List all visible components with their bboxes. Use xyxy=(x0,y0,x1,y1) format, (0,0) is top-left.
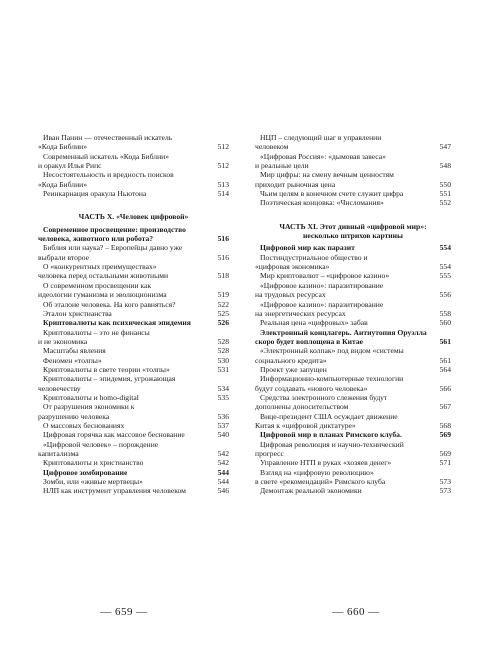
toc-entry-text: прогресс xyxy=(255,449,284,458)
toc-entry-line xyxy=(38,393,229,402)
left-toc xyxy=(38,133,229,496)
toc-entry-text: в свете «рекомендаций» Римского клуба xyxy=(255,477,386,487)
toc-page-number: 551 xyxy=(439,189,451,199)
toc-page-number: 547 xyxy=(439,142,451,152)
toc-entry-text: Реальная цена «цифровых» забав xyxy=(260,318,368,328)
toc-page-number: 537 xyxy=(217,420,229,430)
toc-page-number: 546 xyxy=(217,486,229,496)
toc-page-number: 512 xyxy=(217,142,229,152)
toc-entry-text: Феномен «толпы» xyxy=(43,355,102,365)
toc-entry-line xyxy=(38,449,229,458)
left-toc-top-entries xyxy=(38,133,229,198)
left-toc-entries xyxy=(38,225,229,496)
chapter-xi-title-text: ЧАСТЬ XI. Этот дивный «цифровой мир»: несколько штрихов картины xyxy=(279,221,427,241)
toc-entry xyxy=(38,346,229,355)
toc-entry-line xyxy=(255,189,451,198)
toc-entry xyxy=(255,271,451,280)
toc-entry-text: Китая к «цифровой диктатуре» xyxy=(255,420,356,430)
toc-entry-line xyxy=(255,449,451,458)
toc-entry xyxy=(255,365,451,374)
toc-entry-line xyxy=(255,374,451,383)
right-toc-top-entries xyxy=(255,133,451,208)
toc-page-number: 518 xyxy=(217,271,229,281)
toc-entry-line xyxy=(255,412,451,421)
toc-entry-line xyxy=(255,180,451,189)
toc-entry-line xyxy=(255,253,451,262)
toc-entry-text: человека, животного или робота? xyxy=(38,234,154,244)
toc-entry-line xyxy=(38,458,229,467)
toc-page-number: 564 xyxy=(439,364,451,374)
toc-entry-line xyxy=(38,225,229,234)
toc-entry-text: Иван Панин — отечественный искатель xyxy=(43,133,173,142)
toc-entry-text: социального кредита» xyxy=(255,355,327,365)
toc-entry-text: на трудовых ресурсах xyxy=(255,290,326,300)
toc-entry-text: Чьим целям в конечном счете служит цифра xyxy=(260,189,404,199)
toc-entry-line xyxy=(38,384,229,393)
toc-entry xyxy=(38,152,229,171)
page-number-right: — 660 — xyxy=(332,606,380,618)
toc-page-number: 534 xyxy=(217,383,229,393)
toc-entry-line xyxy=(38,440,229,449)
chapter-x-title: ЧАСТЬ X. «Человек цифровой» xyxy=(78,212,189,222)
toc-entry-line xyxy=(255,337,451,346)
toc-entry xyxy=(255,346,451,365)
toc-page-number: 555 xyxy=(439,271,451,281)
toc-entry xyxy=(38,262,229,281)
toc-entry xyxy=(38,133,229,152)
toc-entry xyxy=(38,281,229,300)
toc-entry-text: Электронный концлагерь. Антиутопия Оруэлла xyxy=(260,327,427,337)
toc-entry xyxy=(38,318,229,327)
toc-page-number: 542 xyxy=(217,458,229,468)
toc-entry xyxy=(38,477,229,486)
toc-entry-line xyxy=(255,152,451,161)
toc-entry-text: Цифровой мир в планах Римского клуба. xyxy=(260,430,402,440)
toc-entry-text: приходит рыночная цена xyxy=(255,179,336,189)
toc-entry-line xyxy=(38,262,229,271)
toc-entry-text: Реинкарнация оракула Ньютона xyxy=(43,189,147,199)
toc-entry xyxy=(38,300,229,309)
toc-page-number: 552 xyxy=(439,198,451,208)
toc-entry-text: человека перед остальными животными xyxy=(38,271,169,281)
toc-entry-text: Современный искатель «Кода Библии» xyxy=(43,151,170,161)
toc-entry-line xyxy=(255,346,451,355)
toc-entry xyxy=(38,468,229,477)
toc-entry-text: Цифровая революция и научно-технический xyxy=(260,439,404,449)
toc-entry xyxy=(255,152,451,171)
toc-entry-text: Криптовалюты и христианство xyxy=(43,458,144,468)
toc-page-number: 569 xyxy=(439,430,451,440)
toc-entry-line xyxy=(38,402,229,411)
toc-entry-line xyxy=(255,440,451,449)
toc-entry-text: Цифровой мир как паразит xyxy=(260,243,355,253)
toc-page-number: 554 xyxy=(439,262,451,272)
toc-page-number: 544 xyxy=(217,467,229,477)
toc-entry xyxy=(38,309,229,318)
toc-entry-line xyxy=(255,243,451,252)
toc-entry xyxy=(255,458,451,467)
toc-entry-line xyxy=(255,198,451,207)
toc-entry xyxy=(255,440,451,459)
toc-entry-line xyxy=(38,142,229,151)
toc-entry-line xyxy=(255,318,451,327)
toc-entry-line xyxy=(38,337,229,346)
toc-entry-text: Средства электронного слежения будут xyxy=(260,392,388,402)
toc-entry-text: НЦП – следующий шаг в управлении xyxy=(260,133,382,142)
right-page xyxy=(240,0,480,650)
toc-entry xyxy=(38,328,229,347)
toc-entry-line xyxy=(38,300,229,309)
toc-entry-text: «цифровая экономика» xyxy=(255,262,330,272)
toc-page-number: 519 xyxy=(217,290,229,300)
toc-entry xyxy=(38,421,229,430)
toc-entry xyxy=(38,374,229,393)
toc-entry-text: разрушению человека xyxy=(38,411,110,421)
toc-entry-text: на энергетических ресурсах xyxy=(255,308,346,318)
toc-entry-line xyxy=(38,346,229,355)
toc-entry xyxy=(38,486,229,495)
toc-entry xyxy=(255,198,451,207)
toc-entry-text: дополнены доносительством xyxy=(255,402,349,412)
toc-entry-line xyxy=(38,309,229,318)
toc-entry-text: От разрушения экономики к xyxy=(43,402,135,412)
toc-entry-line xyxy=(38,243,229,252)
toc-entry xyxy=(38,356,229,365)
toc-entry xyxy=(255,318,451,327)
toc-entry-text: Об эталоне человека. На кого равняться? xyxy=(43,299,176,309)
toc-entry-line xyxy=(38,133,229,142)
toc-entry-line xyxy=(38,161,229,170)
toc-entry-text: Библия или наука? – Европейцы давно уже xyxy=(43,243,183,253)
toc-page-number: 573 xyxy=(439,486,451,496)
toc-page-number: 516 xyxy=(217,252,229,262)
toc-entry xyxy=(255,486,451,495)
toc-page-number: 554 xyxy=(439,243,451,253)
toc-entry-text: Криптовалюты – это не финансы xyxy=(43,327,150,337)
toc-entry-line xyxy=(255,142,451,151)
toc-entry-line xyxy=(38,152,229,161)
toc-entry-line xyxy=(38,328,229,337)
toc-entry xyxy=(255,393,451,412)
toc-entry-text: «Электронный колпак» под видом «системы xyxy=(260,346,404,356)
toc-entry-line xyxy=(255,486,451,495)
toc-entry-line xyxy=(38,468,229,477)
toc-entry xyxy=(38,365,229,374)
toc-entry-text: О современном просвещении как xyxy=(43,280,152,290)
toc-entry-text: Криптовалюты – эпидемия, угрожающая xyxy=(43,374,176,384)
toc-entry-line xyxy=(38,180,229,189)
toc-entry xyxy=(38,458,229,467)
toc-entry-line xyxy=(255,290,451,299)
toc-entry-line xyxy=(38,412,229,421)
right-toc xyxy=(255,133,451,496)
toc-page-number: 566 xyxy=(439,383,451,393)
toc-page-number: 535 xyxy=(217,392,229,402)
toc-entry xyxy=(255,253,451,272)
toc-entry xyxy=(38,430,229,439)
toc-entry-line xyxy=(38,234,229,243)
toc-entry-text: и реальные цели xyxy=(255,161,309,171)
toc-entry-line xyxy=(255,430,451,439)
toc-page-number: 525 xyxy=(217,308,229,318)
toc-entry-line xyxy=(255,393,451,402)
toc-page-number: 513 xyxy=(217,179,229,189)
toc-entry-text: «Кода Библии» xyxy=(38,179,88,189)
toc-entry-text: Мир криптовалют – «цифровое казино» xyxy=(260,271,390,281)
toc-page-number: 558 xyxy=(439,308,451,318)
toc-page-number: 550 xyxy=(439,179,451,189)
toc-entry-text: Криптовалюты как психическая эпидемия xyxy=(43,318,191,328)
toc-entry-text: Цифровое зомбирование xyxy=(43,467,128,477)
toc-entry-text: Мир цифры: на смену вечным ценностям xyxy=(260,170,394,180)
page-number-left: — 659 — xyxy=(100,606,148,618)
toc-entry-line xyxy=(38,290,229,299)
toc-entry-text: и не экономика xyxy=(38,336,88,346)
toc-page-number: 568 xyxy=(439,420,451,430)
chapter-xi-title xyxy=(255,222,451,241)
toc-page-number: 522 xyxy=(217,299,229,309)
toc-entry xyxy=(255,412,451,431)
toc-entry xyxy=(255,243,451,252)
right-toc-entries xyxy=(255,243,451,495)
toc-entry-line xyxy=(38,374,229,383)
toc-entry xyxy=(255,281,451,300)
toc-page-number: 571 xyxy=(439,458,451,468)
toc-entry-line xyxy=(38,253,229,262)
toc-page-number: 544 xyxy=(217,477,229,487)
toc-entry xyxy=(255,133,451,152)
toc-page-number: 548 xyxy=(439,161,451,171)
toc-entry-line xyxy=(38,486,229,495)
toc-entry-line xyxy=(255,309,451,318)
toc-entry-line xyxy=(255,468,451,477)
toc-entry-line xyxy=(255,365,451,374)
toc-entry-line xyxy=(38,421,229,430)
toc-page-number: 569 xyxy=(439,449,451,458)
toc-entry-text: «Цифровое казино»: паразитирование xyxy=(260,299,384,309)
toc-entry-text: Зомби, или «живые мертвецы» xyxy=(43,477,143,487)
toc-entry-line xyxy=(255,161,451,170)
toc-page-number: 531 xyxy=(217,364,229,374)
toc-page-number: 542 xyxy=(217,449,229,458)
toc-entry-line xyxy=(38,189,229,198)
toc-entry-text: Информационно-компьютерные технологии xyxy=(260,374,404,384)
toc-entry xyxy=(38,225,229,244)
toc-entry-text: Взгляд на «цифровую революцию» xyxy=(260,467,374,477)
toc-entry-line xyxy=(255,281,451,290)
toc-entry-text: идеологии гуманизма и эволюционизма xyxy=(38,290,167,300)
toc-entry-text: капитализма xyxy=(38,449,79,458)
toc-entry xyxy=(255,430,451,439)
toc-page-number: 528 xyxy=(217,336,229,346)
toc-entry-text: выбрали второе xyxy=(38,252,90,262)
toc-entry-text: и оракул Илья Рипс xyxy=(38,161,102,171)
toc-entry-line xyxy=(255,170,451,179)
toc-entry-line xyxy=(255,133,451,142)
toc-page-number: 567 xyxy=(439,402,451,412)
toc-entry-text: Криптовалюты в свете теории «толпы» xyxy=(43,364,170,374)
toc-entry-line xyxy=(38,430,229,439)
toc-entry xyxy=(38,189,229,198)
toc-entry xyxy=(38,440,229,459)
toc-entry xyxy=(255,300,451,319)
toc-page-number: 528 xyxy=(217,346,229,356)
toc-entry-line xyxy=(38,365,229,374)
toc-entry-line xyxy=(38,356,229,365)
toc-page-number: 560 xyxy=(439,318,451,328)
toc-page-number: 516 xyxy=(217,234,229,244)
toc-entry-text: Эталон христианства xyxy=(43,308,112,318)
toc-entry-text: «Цифровая Россия»: «дымовая завеса» xyxy=(260,151,386,161)
toc-entry-text: Управление НТП в руках «хозяев денег» xyxy=(260,458,392,468)
toc-page-number: 561 xyxy=(439,355,451,365)
toc-entry-line xyxy=(255,477,451,486)
toc-entry-line xyxy=(255,356,451,365)
toc-entry-text: НЛП как инструмент управления человеком xyxy=(43,486,186,496)
toc-entry-text: Поэтическая концовка: «Числомания» xyxy=(260,198,384,208)
toc-entry-line xyxy=(255,402,451,411)
toc-entry-text: О «конкурентных преимуществах» xyxy=(43,262,157,272)
toc-entry xyxy=(255,374,451,393)
toc-page-number: 556 xyxy=(439,290,451,300)
toc-entry-text: Криптовалюты и homo-digital xyxy=(43,392,139,402)
toc-entry-line xyxy=(38,281,229,290)
toc-entry-line xyxy=(255,300,451,309)
toc-page-number: 512 xyxy=(217,161,229,171)
toc-entry-text: Постиндустриальное общество и xyxy=(260,252,368,262)
toc-entry-text: Вице-президент США осуждает движение xyxy=(260,411,398,421)
toc-entry-text: человеком xyxy=(255,142,289,152)
toc-entry-line xyxy=(38,318,229,327)
toc-entry xyxy=(38,243,229,262)
toc-entry-text: Цифровая горячка как массовое беснование xyxy=(43,430,185,440)
toc-entry xyxy=(255,170,451,189)
toc-entry-line xyxy=(38,271,229,280)
toc-entry-text: будут создавать «нового человека» xyxy=(255,383,368,393)
toc-page-number: 530 xyxy=(217,355,229,365)
toc-entry-text: «Кода Библии» xyxy=(38,142,88,152)
toc-entry-text: Проект уже запущен xyxy=(260,364,327,374)
toc-entry xyxy=(255,468,451,487)
toc-entry-text: скоро будет воплощена в Китае xyxy=(255,336,364,346)
toc-page-number: 540 xyxy=(217,430,229,440)
toc-entry xyxy=(38,393,229,402)
toc-page-number: 536 xyxy=(217,411,229,421)
toc-entry-text: «Цифровое казино»: паразитирование xyxy=(260,280,384,290)
toc-entry xyxy=(38,170,229,189)
toc-page-number: 561 xyxy=(439,336,451,346)
toc-entry-text: Масштабы явления xyxy=(43,346,106,356)
toc-entry-line xyxy=(38,170,229,179)
toc-entry-text: Демонтаж реальной экономики xyxy=(260,486,362,496)
toc-entry-line xyxy=(255,271,451,280)
toc-page-number: 514 xyxy=(217,189,229,199)
toc-entry-line xyxy=(255,262,451,271)
toc-page-number: 573 xyxy=(439,477,451,487)
toc-entry-line xyxy=(255,421,451,430)
toc-entry-line xyxy=(255,458,451,467)
toc-entry-line xyxy=(255,328,451,337)
toc-entry-text: человечеству xyxy=(38,383,81,393)
toc-page-number: 526 xyxy=(217,318,229,328)
toc-entry xyxy=(38,402,229,421)
toc-entry-line xyxy=(255,384,451,393)
toc-entry-text: Современное просвещение: производство xyxy=(43,224,186,234)
toc-entry-line xyxy=(38,477,229,486)
toc-entry-text: Несостоятельность и вредность поисков xyxy=(43,170,174,180)
toc-entry xyxy=(255,189,451,198)
toc-entry-text: «Цифровой человек» – порождение xyxy=(43,439,159,449)
toc-entry xyxy=(255,328,451,347)
toc-entry-text: О массовых беснованиях xyxy=(43,420,125,430)
